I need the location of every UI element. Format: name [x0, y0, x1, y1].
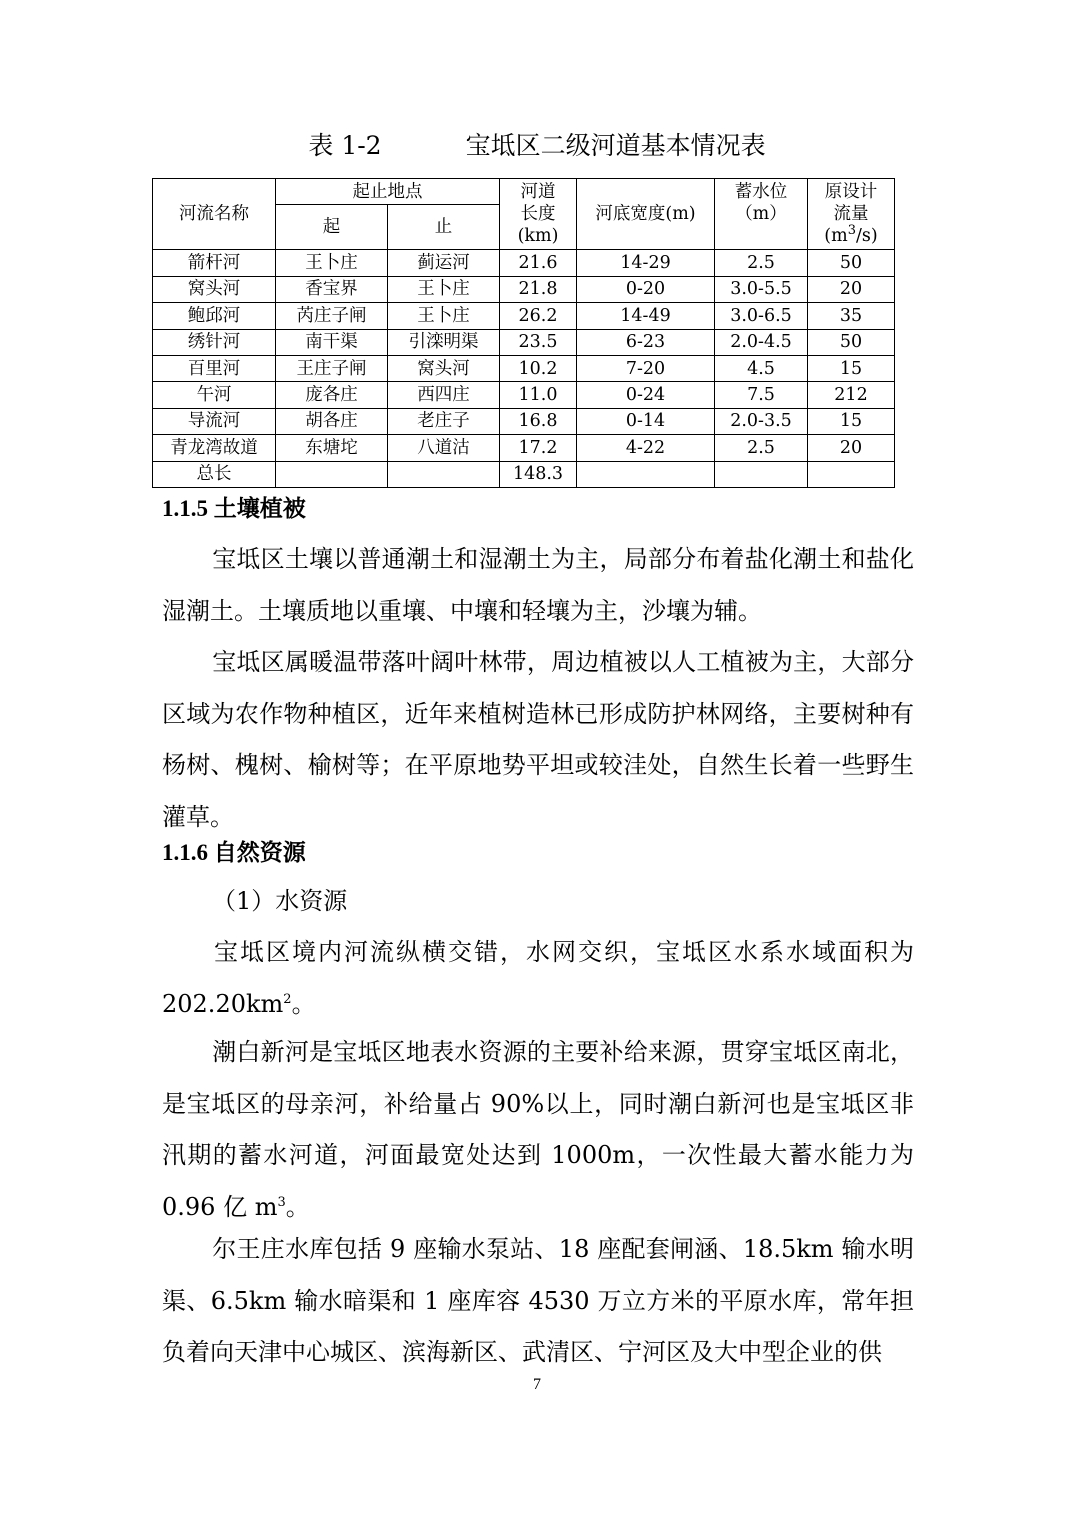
col-header-name: 河流名称 — [153, 179, 276, 250]
table-row — [153, 408, 895, 434]
cell-end: 王卜庄 — [388, 276, 500, 302]
paragraph: 宝坻区境内河流纵横交错，水网交织，宝坻区水系水域面积为$202.20km^2$。 — [162, 938, 914, 1018]
total-empty-cell — [808, 461, 895, 487]
cell-length: 23.5 — [500, 329, 577, 355]
col-header-level — [715, 179, 808, 250]
cell-start: 芮庄子闸 — [276, 303, 388, 329]
paragraph: 尔王庄水库包括 9 座输水泵站、18 座配套闸涵、18.5km 输水明渠、6.5km 输水暗渠和 1 座库容 4530 万立方米的平原水库，常年担负着向天津中心城区、滨海新区、武清区、宁河区及大中型企业的供 — [162, 1235, 914, 1366]
cell-name: 绣针河 — [153, 329, 276, 355]
cell-start: 东塘坨 — [276, 435, 388, 461]
col-header-flow — [808, 179, 895, 250]
cell-length: 11.0 — [500, 382, 577, 408]
col-header-length — [500, 179, 577, 250]
level-label-1: 蓄水位 — [734, 182, 788, 202]
cell-length: 26.2 — [500, 303, 577, 329]
cell-width: 0-20 — [577, 276, 715, 302]
cell-end: 窝头河 — [388, 355, 500, 381]
section-heading-resources: 1.1.6 自然资源 — [162, 840, 306, 865]
cell-level: 3.0-5.5 — [715, 276, 808, 302]
total-length: 148.3 — [500, 461, 577, 487]
cell-start: 王庄子闸 — [276, 355, 388, 381]
table-row — [153, 303, 895, 329]
cell-width: 14-49 — [577, 303, 715, 329]
table-row — [153, 276, 895, 302]
cell-level: 2.0-4.5 — [715, 329, 808, 355]
table-row — [153, 355, 895, 381]
col-header-width: 河底宽度(m) — [577, 179, 715, 250]
cell-flow: 50 — [808, 329, 895, 355]
table-caption — [0, 126, 1074, 166]
section-heading-soil: 1.1.5 土壤植被 — [162, 496, 306, 521]
paragraph: 潮白新河是宝坻区地表水资源的主要补给来源，贯穿宝坻区南北，是宝坻区的母亲河，补给量占 90%以上，同时潮白新河也是宝坻区非汛期的蓄水河道，河面最宽处达到 1000m，一次性最大蓄水能力为 0.96 亿 $m^3$。 — [162, 1038, 914, 1221]
cell-start: 王卜庄 — [276, 250, 388, 276]
cell-end: 蓟运河 — [388, 250, 500, 276]
table-row — [153, 435, 895, 461]
table-row — [153, 382, 895, 408]
cell-length: 21.8 — [500, 276, 577, 302]
cell-width: 6-23 — [577, 329, 715, 355]
cell-level: 2.5 — [715, 250, 808, 276]
cell-name: 导流河 — [153, 408, 276, 434]
page-number: 7 — [533, 1376, 541, 1393]
cell-length: 16.8 — [500, 408, 577, 434]
cell-level: 7.5 — [715, 382, 808, 408]
flow-label-2: 流量 — [833, 204, 869, 225]
table-title: 宝坻区二级河道基本情况表 — [465, 131, 766, 160]
level-label-2: （m） — [735, 204, 787, 224]
cell-name: 鲍邱河 — [153, 303, 276, 329]
flow-label-3: $(m^3/s)$ — [824, 223, 878, 247]
length-label-2: 长度 — [520, 204, 556, 225]
cell-name: 午河 — [153, 382, 276, 408]
cell-length: 17.2 — [500, 435, 577, 461]
cell-name: 青龙湾故道 — [153, 435, 276, 461]
cell-flow: 212 — [808, 382, 895, 408]
col-header-end: 止 — [388, 205, 500, 250]
cell-end: 王卜庄 — [388, 303, 500, 329]
cell-flow: 15 — [808, 408, 895, 434]
cell-name: 百里河 — [153, 355, 276, 381]
total-empty-cell — [388, 461, 500, 487]
cell-end: 八道沽 — [388, 435, 500, 461]
cell-width: 0-24 — [577, 382, 715, 408]
cell-level: 2.0-3.5 — [715, 408, 808, 434]
cell-width: 14-29 — [577, 250, 715, 276]
length-label-3: (km) — [517, 226, 559, 247]
total-empty-cell — [715, 461, 808, 487]
total-label: 总长 — [153, 461, 276, 487]
total-empty-cell — [276, 461, 388, 487]
cell-start: 南干渠 — [276, 329, 388, 355]
table-total-row — [153, 461, 895, 487]
cell-level: 3.0-6.5 — [715, 303, 808, 329]
table-row — [153, 250, 895, 276]
cell-name: 箭杆河 — [153, 250, 276, 276]
cell-flow: 35 — [808, 303, 895, 329]
cell-level: 4.5 — [715, 355, 808, 381]
col-header-range: 起止地点 — [276, 179, 500, 205]
cell-level: 2.5 — [715, 435, 808, 461]
cell-flow: 20 — [808, 435, 895, 461]
cell-flow: 15 — [808, 355, 895, 381]
cell-start: 香宝界 — [276, 276, 388, 302]
cell-start: 庞各庄 — [276, 382, 388, 408]
cell-length: 10.2 — [500, 355, 577, 381]
cell-name: 窝头河 — [153, 276, 276, 302]
total-empty-cell — [577, 461, 715, 487]
cell-end: 老庄子 — [388, 408, 500, 434]
col-header-start: 起 — [276, 205, 388, 250]
cell-end: 西四庄 — [388, 382, 500, 408]
subheading-water: （1）水资源 — [212, 887, 348, 915]
cell-flow: 20 — [808, 276, 895, 302]
river-table — [152, 178, 895, 488]
table-header-row — [153, 179, 895, 205]
cell-length: 21.6 — [500, 250, 577, 276]
length-label-1: 河道 — [520, 182, 556, 203]
cell-width: 4-22 — [577, 435, 715, 461]
flow-label-1: 原设计 — [824, 182, 878, 203]
table-row — [153, 329, 895, 355]
cell-flow: 50 — [808, 250, 895, 276]
paragraph: 宝坻区土壤以普通潮土和湿潮土为主，局部分布着盐化潮土和盐化湿潮土。土壤质地以重壤、中壤和轻壤为主，沙壤为辅。 — [162, 545, 914, 625]
table-number: 表 1-2 — [308, 131, 382, 160]
cell-start: 胡各庄 — [276, 408, 388, 434]
cell-width: 7-20 — [577, 355, 715, 381]
paragraph: 宝坻区属暖温带落叶阔叶林带，周边植被以人工植被为主，大部分区域为农作物种植区，近年来植树造林已形成防护林网络，主要树种有杨树、槐树、榆树等；在平原地势平坦或较洼处，自然生长着一些野生灌草。 — [162, 648, 914, 831]
cell-end: 引滦明渠 — [388, 329, 500, 355]
cell-width: 0-14 — [577, 408, 715, 434]
